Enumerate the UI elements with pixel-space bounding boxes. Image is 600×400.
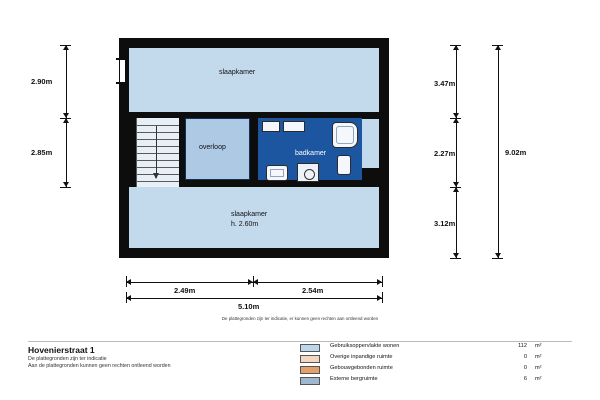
legend-unit-inpandig: m²: [535, 354, 542, 360]
footer-note-2: Aan de plattegronden kunnen geen rechten ontleend worden: [28, 363, 171, 369]
dim-right-bottom: 3.12m: [434, 219, 456, 228]
corridor-wall: [250, 118, 258, 180]
legend-item: [300, 376, 575, 387]
legend-unit-bergruimte: m²: [535, 376, 542, 382]
dim-total-height: 9.02m: [505, 148, 527, 157]
window-icon: [116, 58, 125, 84]
legend-item: [300, 343, 575, 354]
dim-bottom-total: 5.10m: [238, 302, 260, 311]
label-room-slaapkamer-top: slaapkamer: [219, 69, 256, 76]
legend-value-bergruimte: 6: [523, 376, 527, 382]
label-room-overloop: overloop: [199, 144, 226, 151]
legend-value-wonen: 112: [518, 343, 527, 349]
legend-label-inpandig: Overige inpandige ruimte: [330, 354, 393, 360]
dim-bottom-right: 2.54m: [302, 286, 324, 295]
interior-wall-left: [129, 112, 136, 187]
legend-swatch-inpandig: [300, 355, 320, 363]
appliance-icon: [297, 163, 319, 182]
plan-disclaimer: De plattegronden zijn ter indicatie, er kunnen geen rechten aan ontleend worden: [221, 316, 379, 321]
legend-unit-wonen: m²: [535, 343, 542, 349]
bathtub-icon: [332, 122, 358, 148]
legend-unit-gebouwgebonden: m²: [535, 365, 542, 371]
footer-divider: [28, 341, 572, 342]
counter-icon: [262, 121, 280, 132]
legend-swatch-wonen: [300, 344, 320, 352]
legend-label-wonen: Gebruiksoppervlakte wonen: [330, 343, 400, 349]
dim-left-bottom: 2.85m: [31, 148, 53, 157]
label-room-badkamer: badkamer: [295, 150, 327, 157]
label-room-height: h. 2.60m: [231, 221, 259, 228]
shower-icon: [266, 165, 288, 181]
staircase: [136, 118, 179, 187]
legend-label-bergruimte: Externe bergruimte: [330, 376, 378, 382]
wall-notch: [362, 168, 379, 187]
legend-value-inpandig: 0: [523, 354, 527, 360]
legend-item: [300, 354, 575, 365]
sink-icon: [283, 121, 305, 132]
legend-swatch-bergruimte: [300, 377, 320, 385]
legend-value-gebouwgebonden: 0: [523, 365, 527, 371]
footer-note-1: De plattegronden zijn ter indicatie: [28, 356, 107, 362]
footer: [0, 341, 600, 400]
legend: [300, 343, 575, 387]
toilet-icon: [337, 155, 351, 175]
legend-swatch-gebouwgebonden: [300, 366, 320, 374]
legend-label-gebouwgebonden: Gebouwgebonden ruimte: [330, 365, 393, 371]
dim-right-top: 3.47m: [434, 79, 456, 88]
dim-right-mid: 2.27m: [434, 149, 456, 158]
legend-item: [300, 365, 575, 376]
stair-direction-arrow-icon: [156, 126, 157, 178]
stair-wall: [178, 118, 185, 187]
dim-bottom-left: 2.49m: [174, 286, 196, 295]
address-title: Hovenierstraat 1: [28, 345, 95, 355]
dim-left-top: 2.90m: [31, 77, 53, 86]
label-room-slaapkamer-bottom: slaapkamer: [231, 211, 268, 218]
